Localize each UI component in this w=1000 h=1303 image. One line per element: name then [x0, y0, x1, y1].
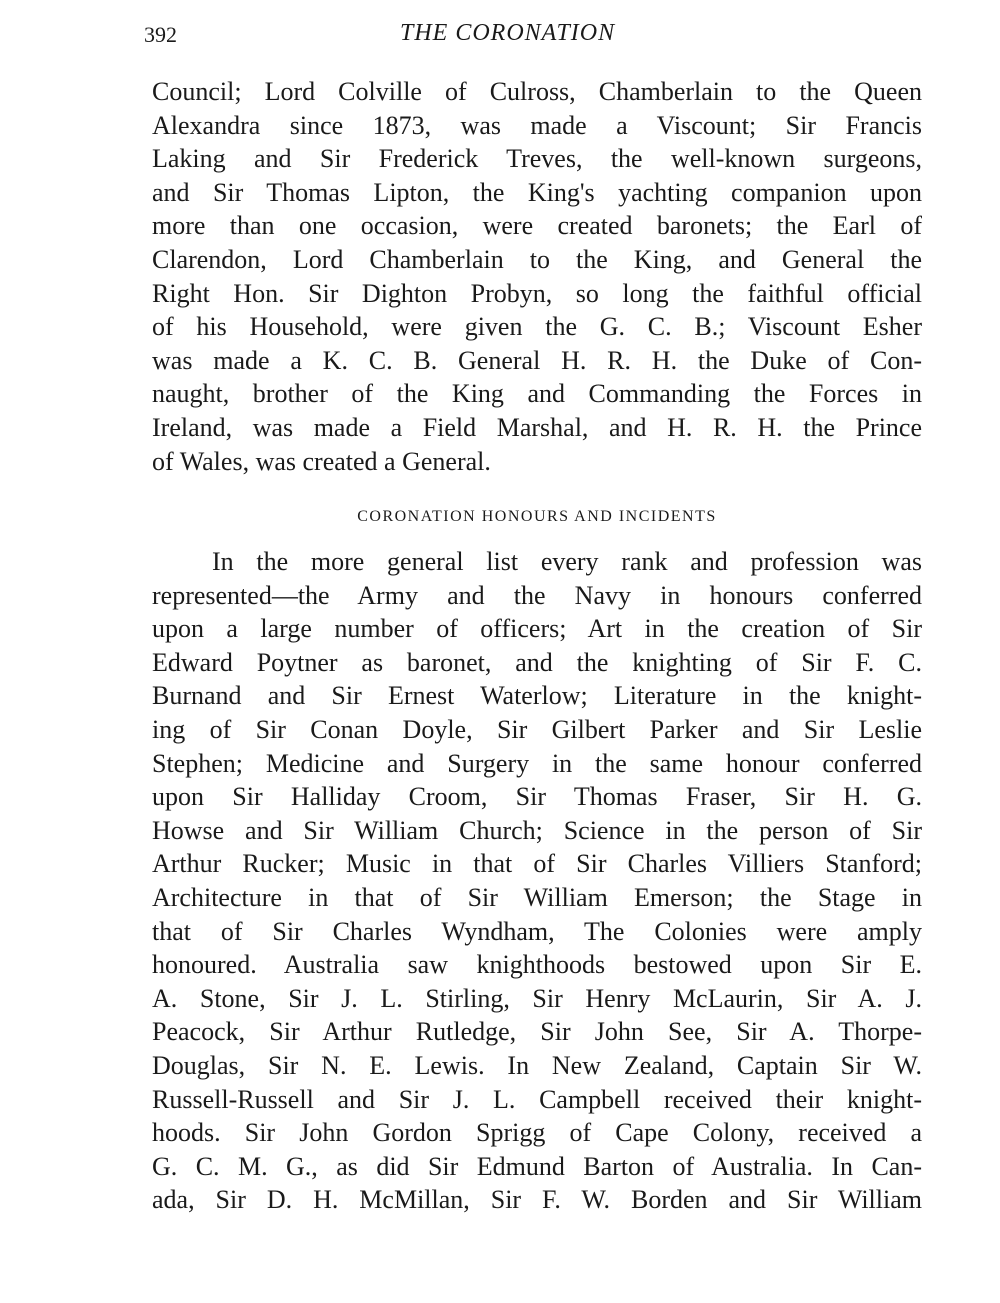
text-line: Peacock, Sir Arthur Rutledge, Sir John See, Sir A. Thorpe-	[152, 1017, 922, 1047]
text-line: Burnand and Sir Ernest Waterlow; Literature in the knight-	[152, 681, 922, 711]
text-line: Alexandra since 1873, was made a Viscount; Sir Francis	[152, 110, 922, 140]
text-line: Arthur Rucker; Music in that of Sir Charles Villiers Stanford;	[152, 849, 922, 879]
text-line: that of Sir Charles Wyndham, The Colonies were amply	[152, 916, 922, 946]
text-line: Douglas, Sir N. E. Lewis. In New Zealand, Captain Sir W.	[152, 1050, 922, 1080]
text-line: Clarendon, Lord Chamberlain to the King, and General the	[152, 244, 922, 274]
text-line: Edward Poytner as baronet, and the knighting of Sir F. C.	[152, 647, 922, 677]
text-line: Laking and Sir Frederick Treves, the well-known surgeons,	[152, 144, 922, 174]
text-line: honoured. Australia saw knighthoods bestowed upon Sir E.	[152, 950, 922, 980]
text-line: Ireland, was made a Field Marshal, and H. R. H. the Prince	[152, 412, 922, 442]
text-line: naught, brother of the King and Commanding the Forces in	[152, 379, 922, 409]
text-line: was made a K. C. B. General H. R. H. the Duke of Con-	[152, 345, 922, 375]
text-line: represented—the Army and the Navy in honours conferred	[152, 580, 922, 610]
running-title: THE CORONATION	[400, 20, 616, 46]
text-line: Council; Lord Colville of Culross, Chamberlain to the Queen	[152, 77, 922, 106]
text-line: ada, Sir D. H. McMillan, Sir F. W. Borden and Sir William	[152, 1185, 922, 1215]
text-line: hoods. Sir John Gordon Sprigg of Cape Colony, received a	[152, 1118, 922, 1148]
text-line: more than one occasion, were created baronets; the Earl of	[152, 211, 922, 241]
text-line: upon Sir Halliday Croom, Sir Thomas Fraser, Sir H. G.	[152, 782, 922, 812]
text-line: Stephen; Medicine and Surgery in the same honour conferred	[152, 748, 922, 778]
text-line: upon a large number of officers; Art in the creation of Sir	[152, 614, 922, 644]
text-line: ing of Sir Conan Doyle, Sir Gilbert Parker and Sir Leslie	[152, 714, 922, 744]
text-line: Howse and Sir William Church; Science in the person of Sir	[152, 815, 922, 845]
paragraph-2	[152, 545, 922, 1217]
text-line: Right Hon. Sir Dighton Probyn, so long the faithful official	[152, 278, 922, 308]
text-line: of his Household, were given the G. C. B.; Viscount Esher	[152, 312, 922, 342]
text-line: and Sir Thomas Lipton, the King's yachting companion upon	[152, 177, 922, 207]
text-line: Russell-Russell and Sir J. L. Campbell received their knight-	[152, 1084, 922, 1114]
text-line: of Wales, was created a General.	[152, 446, 491, 476]
text-line: Architecture in that of Sir William Emerson; the Stage in	[152, 882, 922, 912]
page-number: 392	[144, 22, 177, 47]
text-line: G. C. M. G., as did Sir Edmund Barton of Australia. In Can-	[152, 1151, 922, 1181]
text-line: In the more general list every rank and profession was	[212, 547, 922, 576]
section-heading: CORONATION HONOURS AND INCIDENTS	[357, 508, 717, 525]
text-line: A. Stone, Sir J. L. Stirling, Sir Henry McLaurin, Sir A. J.	[152, 983, 922, 1013]
paragraph-1	[152, 75, 922, 478]
